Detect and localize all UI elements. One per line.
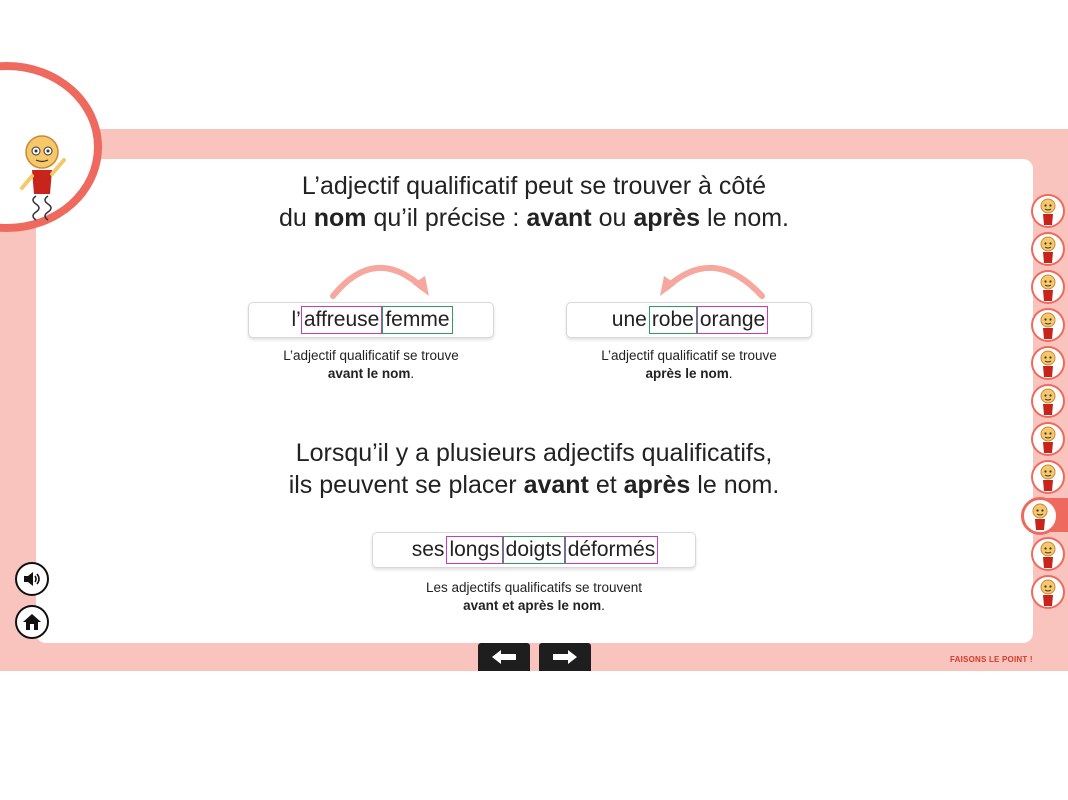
- previous-button[interactable]: [478, 643, 530, 671]
- example-3-noun: doigts: [503, 536, 565, 564]
- character-icon: [1035, 425, 1061, 453]
- chapter-button-9[interactable]: [1021, 497, 1059, 535]
- home-button[interactable]: [15, 605, 49, 639]
- character-icon: [1035, 311, 1061, 339]
- character-icon: [1035, 349, 1061, 377]
- example-1-adjective: affreuse: [301, 306, 383, 334]
- rule-title-2-line1: Lorsqu’il y a plusieurs adjectifs qualificatifs,: [295, 439, 773, 467]
- character-icon: [1027, 502, 1053, 530]
- rule-title-1-line2: du nom qu’il précise : avant ou après le nom.: [278, 204, 789, 232]
- rule-title-1: [200, 170, 868, 234]
- rule-title-2: [200, 437, 868, 501]
- arrow-right-icon: [552, 649, 578, 665]
- chapter-button-3[interactable]: [1031, 270, 1065, 304]
- section-label: FAISONS LE POINT !: [950, 655, 1033, 664]
- sound-button[interactable]: [15, 562, 49, 596]
- example-1-article: l’: [291, 308, 301, 331]
- home-icon: [22, 613, 42, 631]
- character-icon: [1035, 463, 1061, 491]
- chapter-button-10[interactable]: [1031, 537, 1065, 571]
- chapter-button-5[interactable]: [1031, 346, 1065, 380]
- chapter-button-2[interactable]: [1031, 232, 1065, 266]
- example-3-adjective-after: déformés: [565, 536, 659, 564]
- example-3-article: ses: [411, 538, 445, 561]
- chapter-button-6[interactable]: [1031, 384, 1065, 418]
- example-3-adjective-before: longs: [446, 536, 502, 564]
- example-1-noun: femme: [382, 306, 452, 334]
- example-box-1: [248, 302, 494, 338]
- example-box-2: [566, 302, 812, 338]
- speaker-icon: [22, 570, 42, 588]
- example-3-caption: Les adjectifs qualificatifs se trouvent avant et après le nom.: [425, 580, 643, 613]
- example-box-3: [372, 532, 696, 568]
- example-2-caption: L’adjectif qualificatif se trouve après le nom.: [601, 348, 777, 381]
- character-icon: [1035, 235, 1061, 263]
- example-2-adjective: orange: [697, 306, 768, 334]
- rule-title-1-line1: L’adjectif qualificatif peut se trouver à côté: [301, 172, 767, 200]
- mascot-icon: [14, 132, 76, 228]
- example-2-noun: robe: [649, 306, 697, 334]
- chapter-button-8[interactable]: [1031, 460, 1065, 494]
- chapter-button-7[interactable]: [1031, 422, 1065, 456]
- chapter-button-4[interactable]: [1031, 308, 1065, 342]
- curved-arrow-left-icon: [652, 252, 770, 300]
- character-icon: [1035, 540, 1061, 568]
- example-2-article: une: [611, 308, 647, 331]
- curved-arrow-right-icon: [325, 252, 435, 300]
- character-icon: [1035, 578, 1061, 606]
- arrow-left-icon: [491, 649, 517, 665]
- character-icon: [1035, 273, 1061, 301]
- chapter-button-1[interactable]: [1031, 194, 1065, 228]
- character-icon: [1035, 387, 1061, 415]
- example-1-caption: L’adjectif qualificatif se trouve avant le nom.: [283, 348, 459, 381]
- next-button[interactable]: [539, 643, 591, 671]
- chapter-button-11[interactable]: [1031, 575, 1065, 609]
- character-icon: [1035, 197, 1061, 225]
- rule-title-2-line2: ils peuvent se placer avant et après le nom.: [288, 471, 780, 499]
